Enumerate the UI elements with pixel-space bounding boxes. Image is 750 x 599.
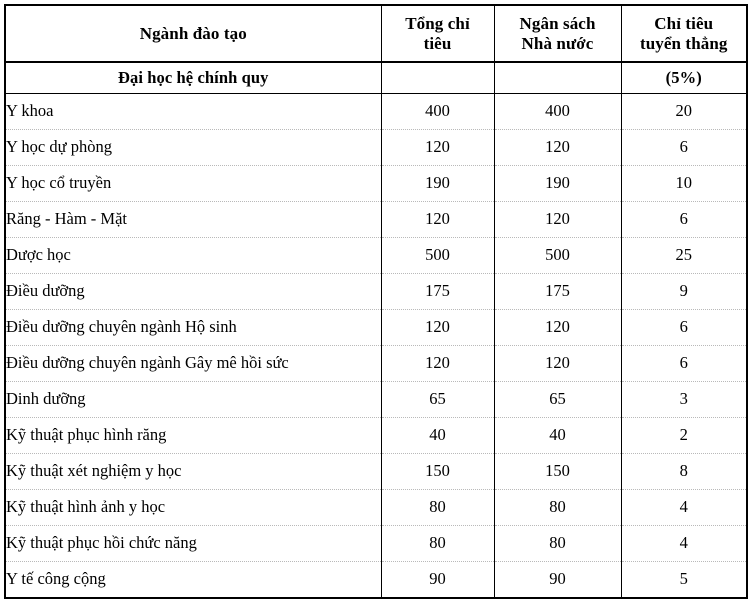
column-header-total-line1: Tổng chỉ — [405, 14, 470, 34]
cell-program-name: Điều dưỡng — [5, 274, 381, 310]
cell-program-name: Kỹ thuật phục hồi chức năng — [5, 526, 381, 562]
table-row — [5, 94, 747, 130]
cell-total-quota: 90 — [381, 562, 494, 599]
cell-program-name: Y khoa — [5, 94, 381, 130]
table-row — [5, 346, 747, 382]
cell-direct-admission: 4 — [621, 526, 747, 562]
column-header-total-line2: tiêu — [423, 33, 452, 53]
cell-program-name: Dinh dưỡng — [5, 382, 381, 418]
cell-total-quota: 80 — [381, 490, 494, 526]
cell-total-quota: 500 — [381, 238, 494, 274]
subheader-program-type: Đại học hệ chính quy — [5, 62, 381, 94]
column-header-budget — [494, 5, 621, 62]
cell-program-name: Kỹ thuật xét nghiệm y học — [5, 454, 381, 490]
cell-direct-admission: 2 — [621, 418, 747, 454]
cell-total-quota: 120 — [381, 130, 494, 166]
cell-state-budget: 80 — [494, 526, 621, 562]
cell-direct-admission: 6 — [621, 130, 747, 166]
table-row — [5, 526, 747, 562]
subheader-budget-empty — [494, 62, 621, 94]
cell-state-budget: 400 — [494, 94, 621, 130]
cell-state-budget: 120 — [494, 310, 621, 346]
table-row — [5, 166, 747, 202]
cell-direct-admission: 25 — [621, 238, 747, 274]
cell-total-quota: 120 — [381, 202, 494, 238]
cell-direct-admission: 6 — [621, 310, 747, 346]
table-row — [5, 238, 747, 274]
table-row — [5, 418, 747, 454]
cell-state-budget: 120 — [494, 130, 621, 166]
cell-state-budget: 120 — [494, 202, 621, 238]
table-row — [5, 490, 747, 526]
cell-total-quota: 40 — [381, 418, 494, 454]
subheader-direct-percent: (5%) — [621, 62, 747, 94]
cell-direct-admission: 4 — [621, 490, 747, 526]
cell-program-name: Y tế công cộng — [5, 562, 381, 599]
table-header — [5, 5, 747, 94]
cell-program-name: Điều dưỡng chuyên ngành Hộ sinh — [5, 310, 381, 346]
table-row — [5, 310, 747, 346]
cell-program-name: Kỹ thuật phục hình răng — [5, 418, 381, 454]
cell-total-quota: 175 — [381, 274, 494, 310]
cell-state-budget: 150 — [494, 454, 621, 490]
cell-program-name: Kỹ thuật hình ảnh y học — [5, 490, 381, 526]
cell-state-budget: 120 — [494, 346, 621, 382]
admission-quota-table — [4, 4, 748, 599]
cell-direct-admission: 20 — [621, 94, 747, 130]
column-header-direct — [621, 5, 747, 62]
table-header-row — [5, 5, 747, 62]
column-header-major: Ngành đào tạo — [5, 5, 381, 62]
cell-total-quota: 65 — [381, 382, 494, 418]
cell-direct-admission: 6 — [621, 346, 747, 382]
cell-direct-admission: 9 — [621, 274, 747, 310]
cell-program-name: Răng - Hàm - Mặt — [5, 202, 381, 238]
cell-direct-admission: 8 — [621, 454, 747, 490]
cell-program-name: Dược học — [5, 238, 381, 274]
cell-direct-admission: 3 — [621, 382, 747, 418]
table-row — [5, 130, 747, 166]
column-header-budget-line2: Nhà nước — [521, 33, 594, 53]
table-subheader-row — [5, 62, 747, 94]
cell-program-name: Điều dưỡng chuyên ngành Gây mê hồi sức — [5, 346, 381, 382]
column-header-budget-line1: Ngân sách — [519, 14, 596, 34]
cell-total-quota: 80 — [381, 526, 494, 562]
cell-total-quota: 150 — [381, 454, 494, 490]
cell-state-budget: 65 — [494, 382, 621, 418]
subheader-total-empty — [381, 62, 494, 94]
table-row — [5, 274, 747, 310]
cell-state-budget: 40 — [494, 418, 621, 454]
cell-state-budget: 500 — [494, 238, 621, 274]
cell-direct-admission: 5 — [621, 562, 747, 599]
table-row — [5, 382, 747, 418]
cell-state-budget: 80 — [494, 490, 621, 526]
cell-state-budget: 90 — [494, 562, 621, 599]
cell-direct-admission: 6 — [621, 202, 747, 238]
table-row — [5, 454, 747, 490]
cell-state-budget: 175 — [494, 274, 621, 310]
table-row — [5, 202, 747, 238]
cell-total-quota: 400 — [381, 94, 494, 130]
cell-total-quota: 120 — [381, 310, 494, 346]
cell-total-quota: 120 — [381, 346, 494, 382]
table-row — [5, 562, 747, 599]
cell-program-name: Y học cổ truyền — [5, 166, 381, 202]
cell-direct-admission: 10 — [621, 166, 747, 202]
cell-program-name: Y học dự phòng — [5, 130, 381, 166]
column-header-direct-line2: tuyển thẳng — [639, 33, 728, 53]
column-header-total — [381, 5, 494, 62]
table-body — [5, 94, 747, 599]
column-header-direct-line1: Chỉ tiêu — [654, 14, 714, 34]
cell-total-quota: 190 — [381, 166, 494, 202]
cell-state-budget: 190 — [494, 166, 621, 202]
